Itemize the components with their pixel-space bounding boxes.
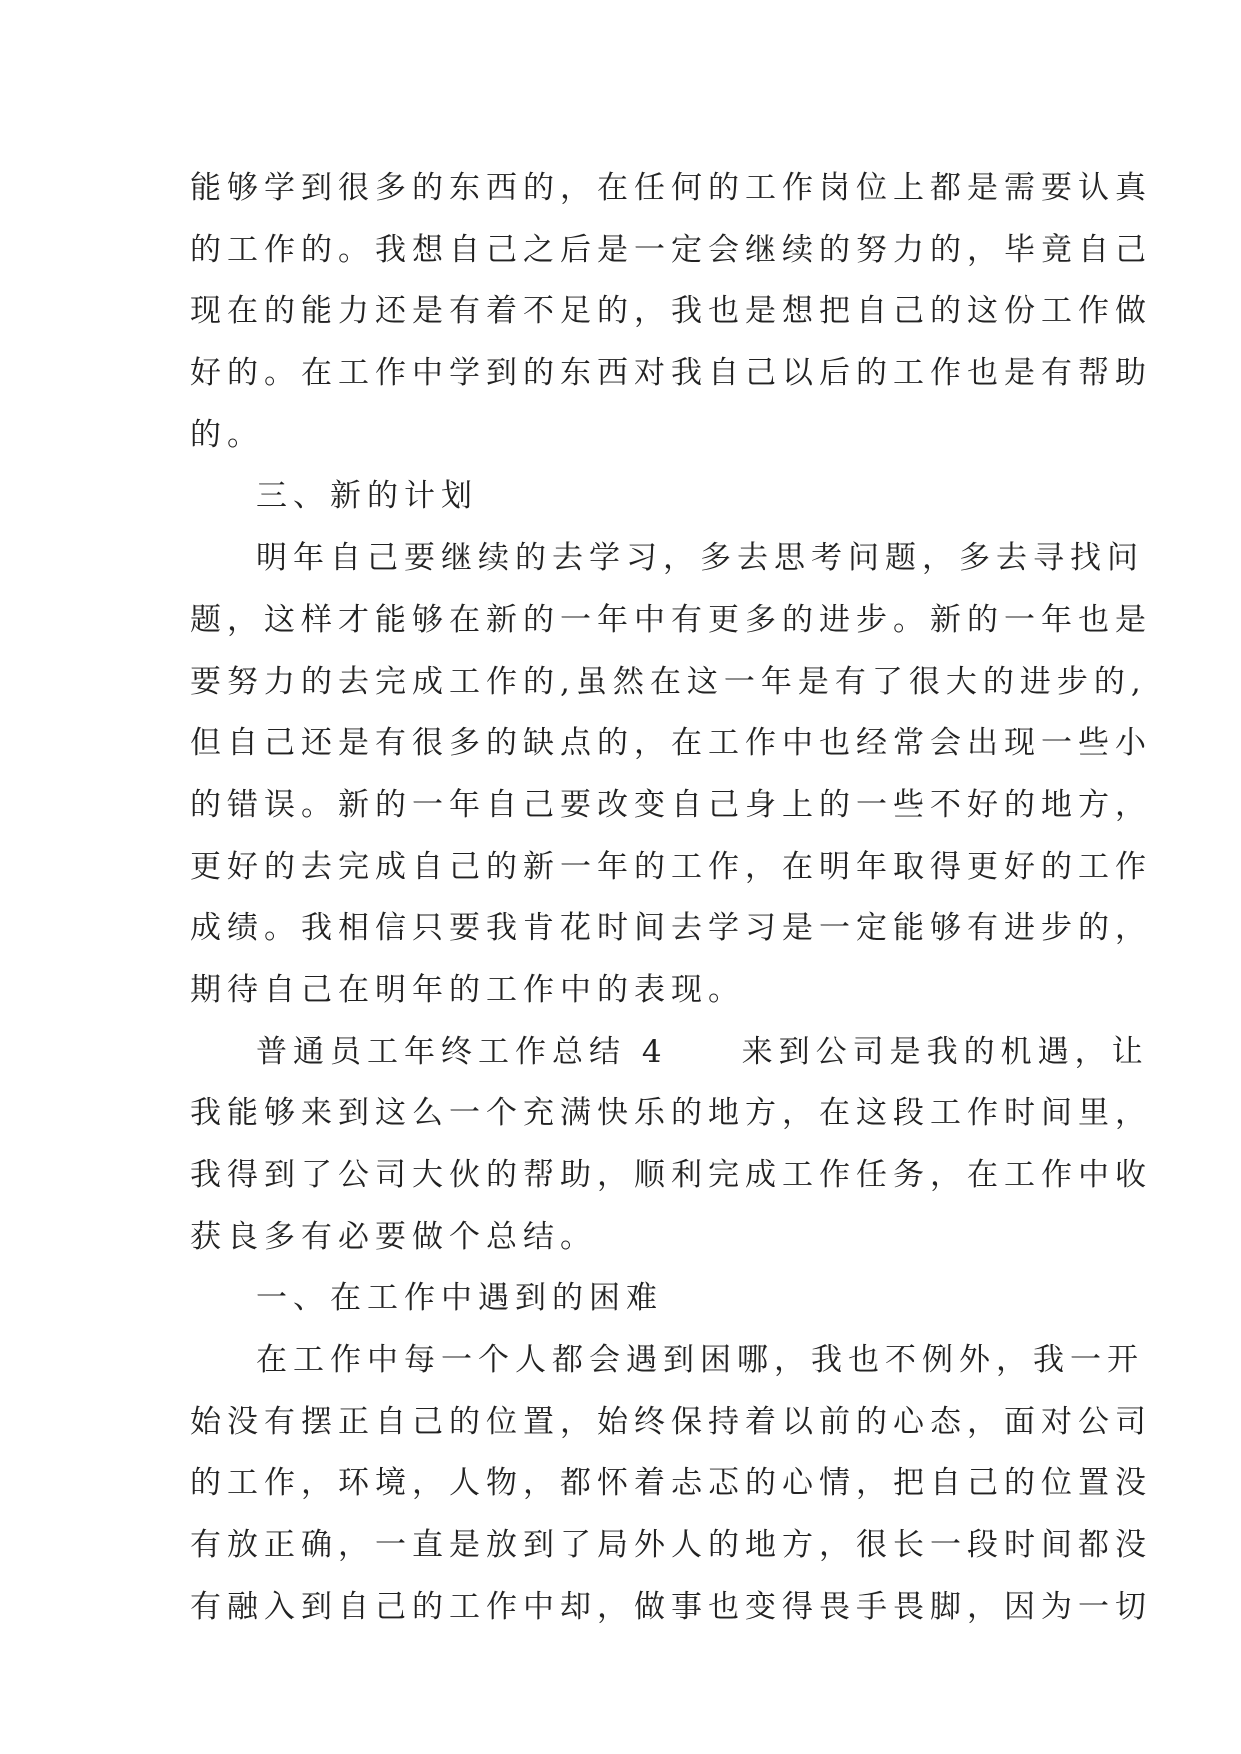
document-body bbox=[190, 158, 1152, 1639]
text-line: 好的。在工作中学到的东西对我自己以后的工作也是有帮助 bbox=[190, 355, 1152, 392]
text-line: 要努力的去完成工作的,虽然在这一年是有了很大的进步的, bbox=[190, 663, 1147, 700]
text-line: 题，这样才能够在新的一年中有更多的进步。新的一年也是 bbox=[190, 601, 1152, 638]
text-line: 现在的能力还是有着不足的，我也是想把自己的这份工作做 bbox=[190, 293, 1152, 330]
text-line: 但自己还是有很多的缺点的，在工作中也经常会出现一些小 bbox=[190, 725, 1152, 762]
text-line: 获良多有必要做个总结。 bbox=[190, 1218, 597, 1255]
text-line: 成绩。我相信只要我肯花时间去学习是一定能够有进步的， bbox=[190, 910, 1152, 947]
text-line: 的。 bbox=[190, 416, 264, 453]
text-line: 我得到了公司大伙的帮助，顺利完成工作任务，在工作中收 bbox=[190, 1157, 1152, 1193]
text-line: 有融入到自己的工作中却，做事也变得畏手畏脚，因为一切 bbox=[190, 1588, 1152, 1625]
text-line: 期待自己在明年的工作中的表现。 bbox=[190, 971, 745, 1008]
text-line: 我能够来到这么一个充满快乐的地方，在这段工作时间里， bbox=[190, 1095, 1152, 1132]
text-line: 能够学到很多的东西的，在任何的工作岗位上都是需要认真 bbox=[190, 170, 1152, 206]
text-line: 更好的去完成自己的新一年的工作，在明年取得更好的工作 bbox=[190, 848, 1152, 885]
text-line: 的工作，环境，人物，都怀着忐忑的心情，把自己的位置没 bbox=[190, 1465, 1152, 1502]
section-heading: 三、新的计划 bbox=[256, 478, 478, 515]
paragraph-first-line: 在工作中每一个人都会遇到困哪，我也不例外，我一开 bbox=[256, 1342, 1144, 1379]
text-line: 有放正确，一直是放到了局外人的地方，很长一段时间都没 bbox=[190, 1527, 1152, 1564]
text-line: 的工作的。我想自己之后是一定会继续的努力的，毕竟自己 bbox=[190, 231, 1152, 268]
section-title-line: 普通员工年终工作总结 4 来到公司是我的机遇，让 bbox=[256, 1033, 1149, 1070]
text-line: 的错误。新的一年自己要改变自己身上的一些不好的地方， bbox=[190, 786, 1152, 823]
paragraph-first-line: 明年自己要继续的去学习，多去思考问题，多去寻找问 bbox=[256, 540, 1144, 577]
section-heading: 一、在工作中遇到的困难 bbox=[256, 1280, 663, 1317]
text-line: 始没有摆正自己的位置，始终保持着以前的心态，面对公司 bbox=[190, 1403, 1152, 1440]
